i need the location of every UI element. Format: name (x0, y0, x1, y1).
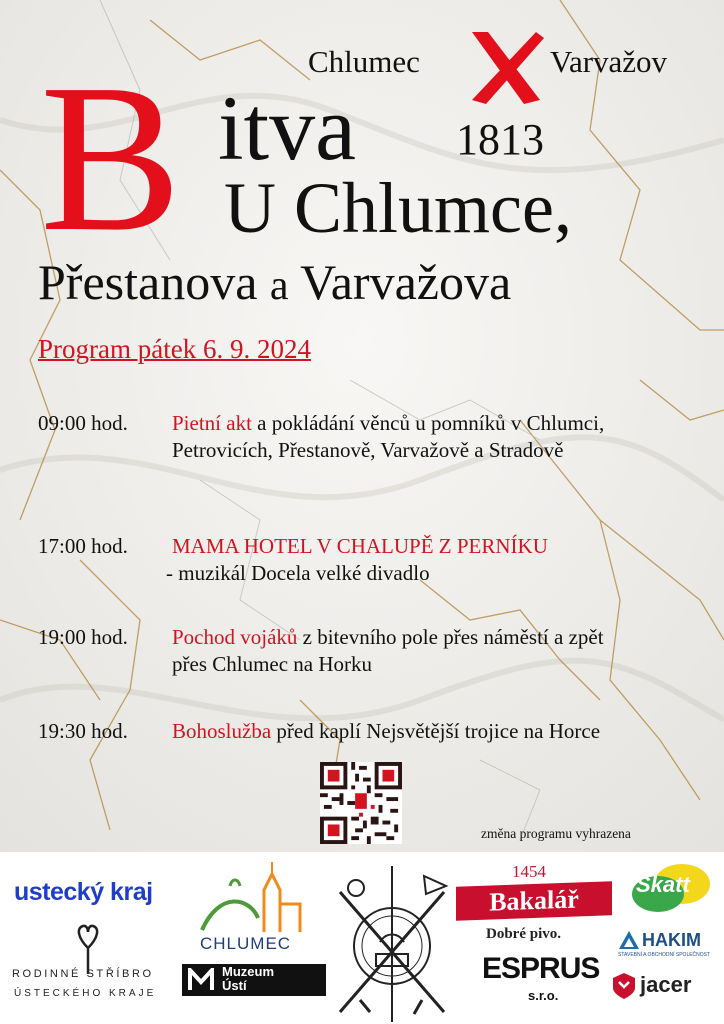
crossed-swords-x-icon (466, 28, 546, 106)
town-chlumec: Chlumec (308, 44, 420, 79)
sponsor-footer (0, 852, 724, 1024)
hakim-subtitle: STAVEBNÍ A OBCHODNÍ SPOLEČNOST (618, 952, 711, 958)
event-time: 09:00 hod. (38, 411, 128, 435)
muzeum-line1: Muzeum (222, 964, 274, 979)
logo-chlumec: CHLUMEC (200, 934, 292, 953)
military-crest-icon (330, 862, 454, 1022)
event-description (172, 624, 622, 678)
bakalar-tagline: Dobré pivo. (486, 926, 561, 942)
muzeum-line2: Ústí (222, 978, 247, 993)
event-time: 19:00 hod. (38, 625, 128, 649)
logo-skatt: Skatt (636, 872, 690, 897)
logo-bakalar: Bakalář (489, 884, 579, 917)
logo-jacer: jacer (640, 972, 692, 997)
logo-usteckeho-kraje: ÚSTECKÉHO KRAJE (14, 988, 157, 999)
event-description (172, 410, 632, 464)
hakim-triangle-icon (618, 930, 640, 950)
title-varvazova: Varvažova (300, 254, 512, 310)
qr-code[interactable] (320, 762, 402, 844)
bakalar-banner (456, 881, 612, 920)
event-text: před kaplí Nejsvětější trojice na Horce (271, 719, 601, 743)
event-text: z bitevního pole přes náměstí a zpět přes Chlumec na Horku (172, 625, 604, 676)
heart-ribbon-icon (74, 922, 102, 974)
title-a: a (269, 263, 289, 309)
event-text: - muzikál Docela velké divadlo (166, 561, 430, 585)
event-time: 19:30 hod. (38, 719, 128, 743)
title-prestanova: Přestanova (38, 254, 258, 310)
town-varvazov: Varvažov (550, 44, 668, 79)
program-change-note: změna programu vyhrazena (481, 826, 631, 841)
jacer-shield-icon (612, 972, 636, 1000)
event-highlight: Pietní akt (172, 411, 252, 435)
title-bitva: itva (218, 77, 356, 179)
muzeum-m-icon (188, 968, 214, 992)
logo-hakim: HAKIM (642, 930, 701, 950)
logo-rodinne-stribro: RODINNÉ STŘÍBRO (12, 968, 154, 980)
chlumec-church-icon (200, 860, 304, 934)
event-text: a pokládání věnců u pomníků v Chlumci, Petrovicích, Přestanově, Varvažově a Stradově (172, 411, 605, 462)
title-initial-b: B (40, 40, 182, 275)
event-time: 17:00 hod. (38, 534, 128, 558)
bakalar-year: 1454 (512, 862, 546, 881)
esprus-sro: s.r.o. (528, 988, 559, 1003)
event-highlight: MAMA HOTEL V CHALUPĚ Z PERNÍKU (172, 534, 548, 558)
event-description (172, 718, 642, 745)
title-u-chlumce: U Chlumce, (224, 168, 572, 248)
program-heading: Program pátek 6. 9. 2024 (38, 334, 311, 364)
event-highlight: Bohoslužba (172, 719, 272, 743)
event-highlight: Pochod vojáků (172, 625, 298, 649)
logo-muzeum-usti (182, 964, 326, 996)
logo-ustecky-kraj: ustecký kraj (14, 878, 153, 906)
logo-esprus: ESPRUS (482, 952, 600, 985)
title-year: 1813 (456, 115, 544, 164)
event-description (166, 533, 642, 587)
title-prestanova-varvazova (38, 254, 512, 311)
